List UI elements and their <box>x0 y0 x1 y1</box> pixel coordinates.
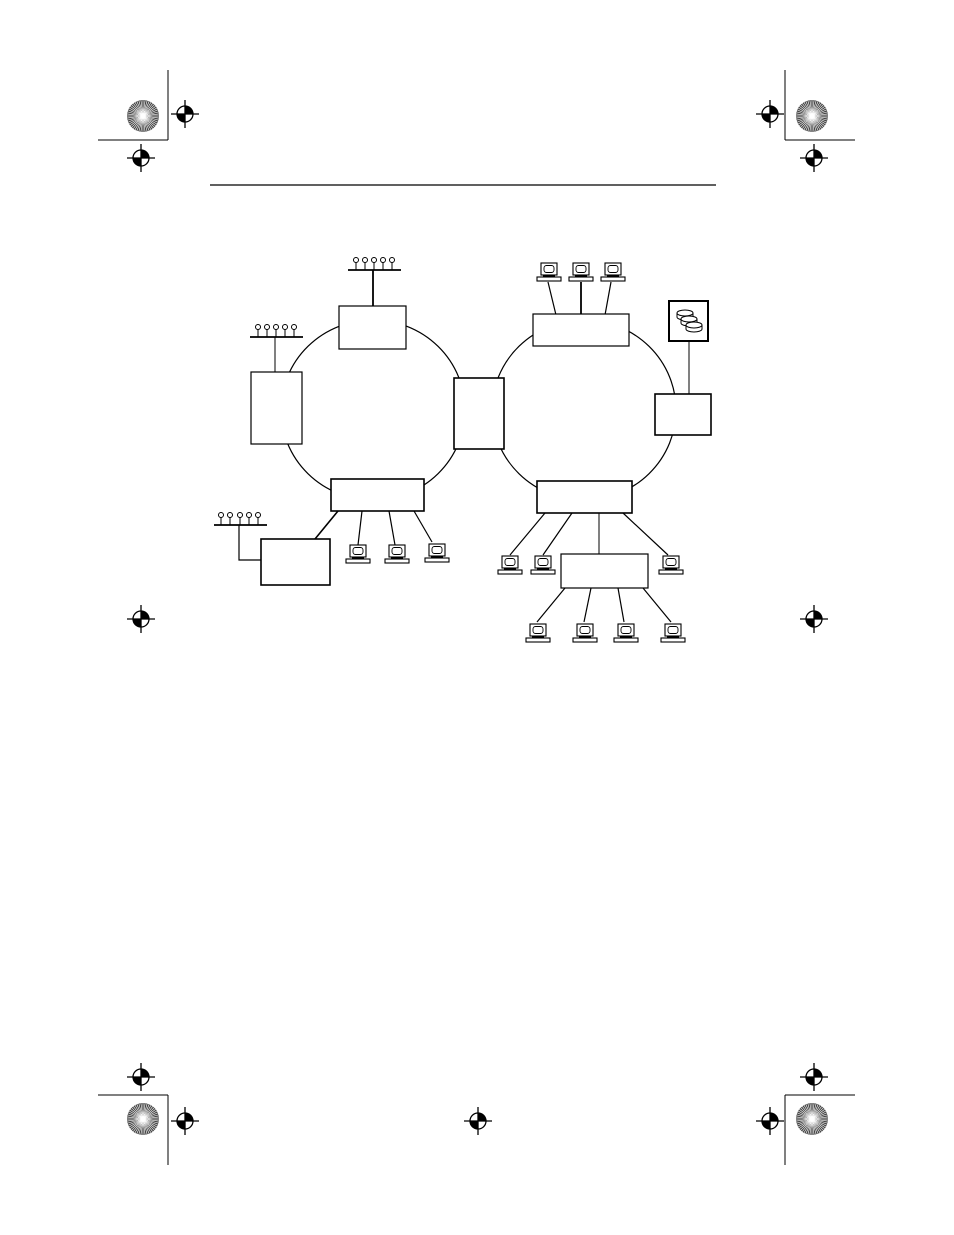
top-node <box>339 306 406 349</box>
workstation-icon <box>569 263 593 281</box>
left-node <box>251 372 302 444</box>
registration-marks <box>98 70 855 1165</box>
registration-crosshair-icon <box>756 100 784 128</box>
workstation-icon <box>531 556 555 574</box>
registration-starburst-icon <box>796 1103 828 1135</box>
registration-starburst-icon <box>127 1103 159 1135</box>
right-top-node <box>533 314 629 346</box>
workstation-icon <box>573 624 597 642</box>
registration-crosshair-icon <box>171 1107 199 1135</box>
workstation-icon <box>498 556 522 574</box>
bus-taps-icon <box>214 513 267 526</box>
workstation-icon <box>537 263 561 281</box>
workstation-icon <box>661 624 685 642</box>
registration-crosshair-icon <box>127 1063 155 1091</box>
right-ring <box>492 320 676 500</box>
right-sub-node <box>561 554 648 588</box>
workstation-icon <box>346 545 370 563</box>
registration-crosshair-icon <box>756 1107 784 1135</box>
workstation-icon <box>659 556 683 574</box>
bus-taps-icon <box>250 325 303 338</box>
workstation-icon <box>385 545 409 563</box>
registration-crosshair-icon <box>171 100 199 128</box>
right-bottom-node <box>537 481 632 513</box>
workstation-icon <box>526 624 550 642</box>
registration-crosshair-icon <box>464 1107 492 1135</box>
bus-taps-icon <box>348 258 401 271</box>
registration-crosshair-icon <box>800 605 828 633</box>
registration-crosshair-icon <box>127 605 155 633</box>
bridge-node <box>454 378 504 449</box>
registration-starburst-icon <box>796 100 828 132</box>
workstation-icon <box>601 263 625 281</box>
registration-starburst-icon <box>127 100 159 132</box>
disk-storage-icon <box>669 301 708 341</box>
left-bottom-node <box>331 479 424 511</box>
left-sub-node <box>261 539 330 585</box>
workstation-icon <box>614 624 638 642</box>
registration-crosshair-icon <box>127 144 155 172</box>
registration-crosshair-icon <box>800 144 828 172</box>
registration-crosshair-icon <box>800 1063 828 1091</box>
right-node <box>655 394 711 435</box>
workstation-icon <box>425 544 449 562</box>
